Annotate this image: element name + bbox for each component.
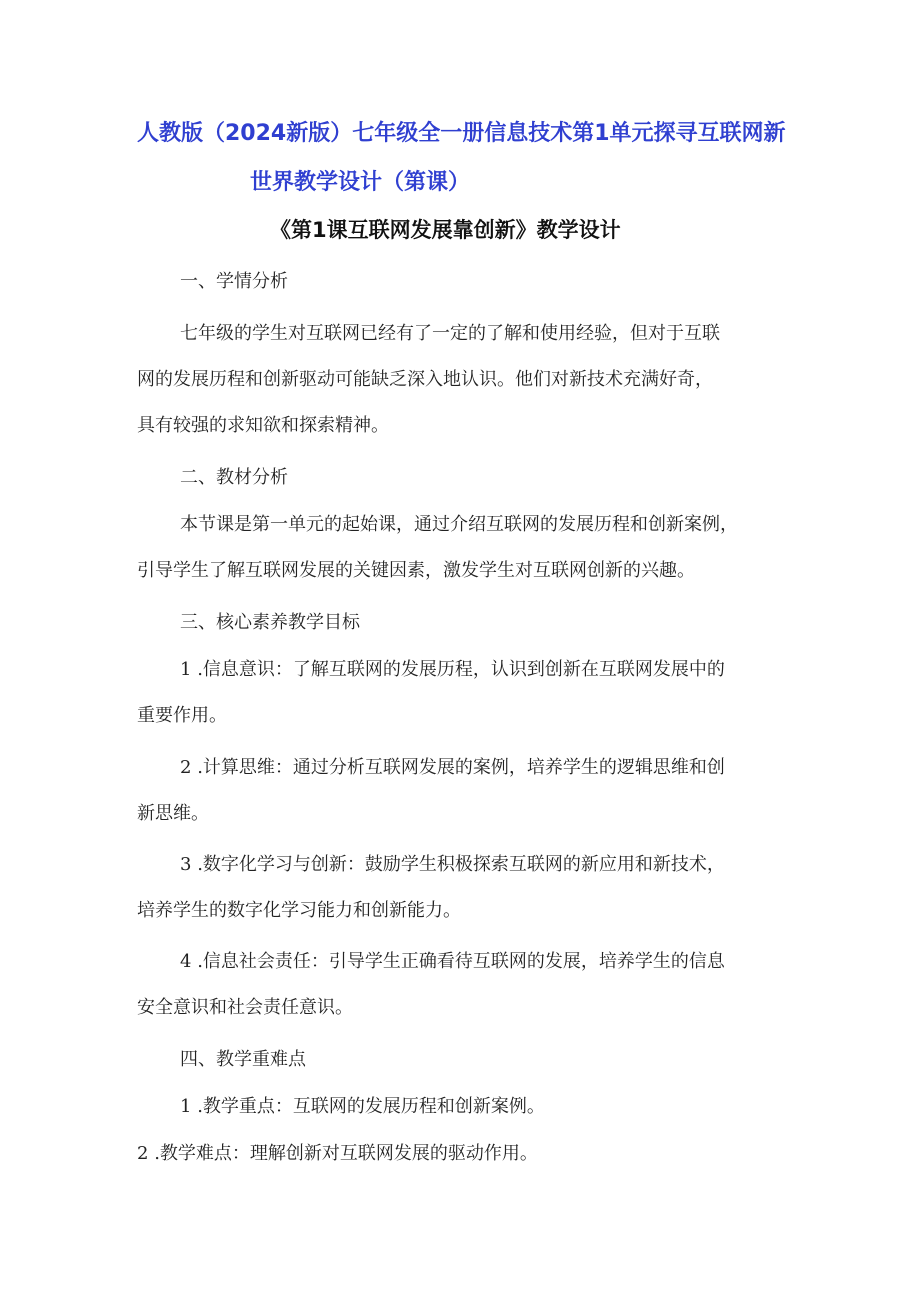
list-item-text: .数字化学习与创新：鼓励学生积极探索互联网的新应用和新技术， <box>197 854 725 875</box>
list-item-text: .教学重点：互联网的发展历程和创新案例。 <box>197 1096 545 1117</box>
lesson-title: 《第1课互联网发展靠创新》教学设计 <box>270 218 621 242</box>
list-item <box>180 1093 545 1121</box>
list-item-number: 4 <box>180 951 192 972</box>
section-heading-2: 二、教材分析 <box>180 467 288 488</box>
list-item <box>180 754 725 782</box>
document-title-line-2: 世界教学设计（第课） <box>250 170 471 195</box>
list-item-number: 3 <box>180 854 192 875</box>
list-item-text: .信息社会责任：引导学生正确看待互联网的发展，培养学生的信息 <box>197 951 725 972</box>
document-title-line-1: 人教版（2024新版）七年级全一册信息技术第1单元探寻互联网新 <box>137 121 786 146</box>
paragraph-line: 引导学生了解互联网发展的关键因素，激发学生对互联网创新的兴趣。 <box>137 560 695 581</box>
list-item-continuation: 新思维。 <box>137 803 209 824</box>
section-heading-1: 一、学情分析 <box>180 271 288 292</box>
paragraph-line: 具有较强的求知欲和探索精神。 <box>137 415 389 436</box>
section-heading-3: 三、核心素养教学目标 <box>180 612 360 633</box>
list-item-continuation: 培养学生的数字化学习能力和创新能力。 <box>137 900 461 921</box>
list-item-text: .计算思维：通过分析互联网发展的案例，培养学生的逻辑思维和创 <box>197 757 725 778</box>
list-item-number: 1 <box>180 659 192 680</box>
list-item-text: .教学难点：理解创新对互联网发展的驱动作用。 <box>154 1143 538 1164</box>
list-item-continuation: 安全意识和社会责任意识。 <box>137 997 353 1018</box>
list-item-text: .信息意识：了解互联网的发展历程，认识到创新在互联网发展中的 <box>197 659 725 680</box>
list-item-number: 1 <box>180 1096 192 1117</box>
list-item <box>180 851 725 879</box>
section-heading-4: 四、教学重难点 <box>180 1049 306 1070</box>
list-item-continuation: 重要作用。 <box>137 705 227 726</box>
list-item <box>180 656 725 684</box>
paragraph-line: 网的发展历程和创新驱动可能缺乏深入地认识。他们对新技术充满好奇， <box>137 369 713 390</box>
list-item <box>137 1140 538 1168</box>
paragraph-line: 本节课是第一单元的起始课，通过介绍互联网的发展历程和创新案例， <box>180 514 738 535</box>
list-item <box>180 948 725 976</box>
paragraph-line: 七年级的学生对互联网已经有了一定的了解和使用经验，但对于互联 <box>180 323 720 344</box>
list-item-number: 2 <box>137 1143 149 1164</box>
list-item-number: 2 <box>180 757 192 778</box>
